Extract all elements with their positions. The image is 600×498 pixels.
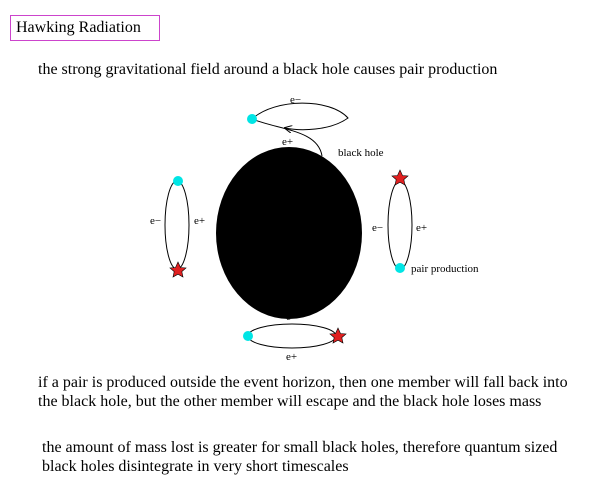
label-positron-left: e+ — [194, 215, 206, 227]
star-left — [170, 262, 186, 277]
black-hole — [216, 147, 362, 319]
particle-left — [173, 176, 183, 186]
page-title: Hawking Radiation — [10, 15, 160, 41]
pair-top — [247, 94, 348, 156]
particle-right — [395, 263, 405, 273]
pair-left — [150, 176, 205, 277]
star-right — [392, 170, 408, 185]
label-electron-bottom: e− — [286, 311, 298, 323]
label-positron-right: e+ — [416, 222, 428, 234]
particle-top — [247, 114, 257, 124]
pair-right — [372, 170, 479, 275]
intro-text: the strong gravitational field around a black hole causes pair production — [38, 61, 498, 78]
black-hole-label: black hole — [338, 147, 384, 159]
label-positron-top: e+ — [282, 136, 294, 148]
explanation-paragraph: if a pair is produced outside the event horizon, then one member will fall back into the black hole, but the other member will escape and the black hole loses mass — [38, 374, 568, 410]
label-positron-bottom: e+ — [286, 351, 298, 363]
conclusion-paragraph: the amount of mass lost is greater for small black holes, therefore quantum sized black holes disintegrate in very short timescales — [42, 439, 558, 475]
label-electron-left: e− — [150, 215, 162, 227]
label-electron-right: e− — [372, 222, 384, 234]
pair-production-label: pair production — [411, 263, 479, 275]
pair-bottom — [243, 311, 346, 363]
particle-bottom — [243, 331, 253, 341]
label-electron-top: e− — [290, 94, 302, 106]
